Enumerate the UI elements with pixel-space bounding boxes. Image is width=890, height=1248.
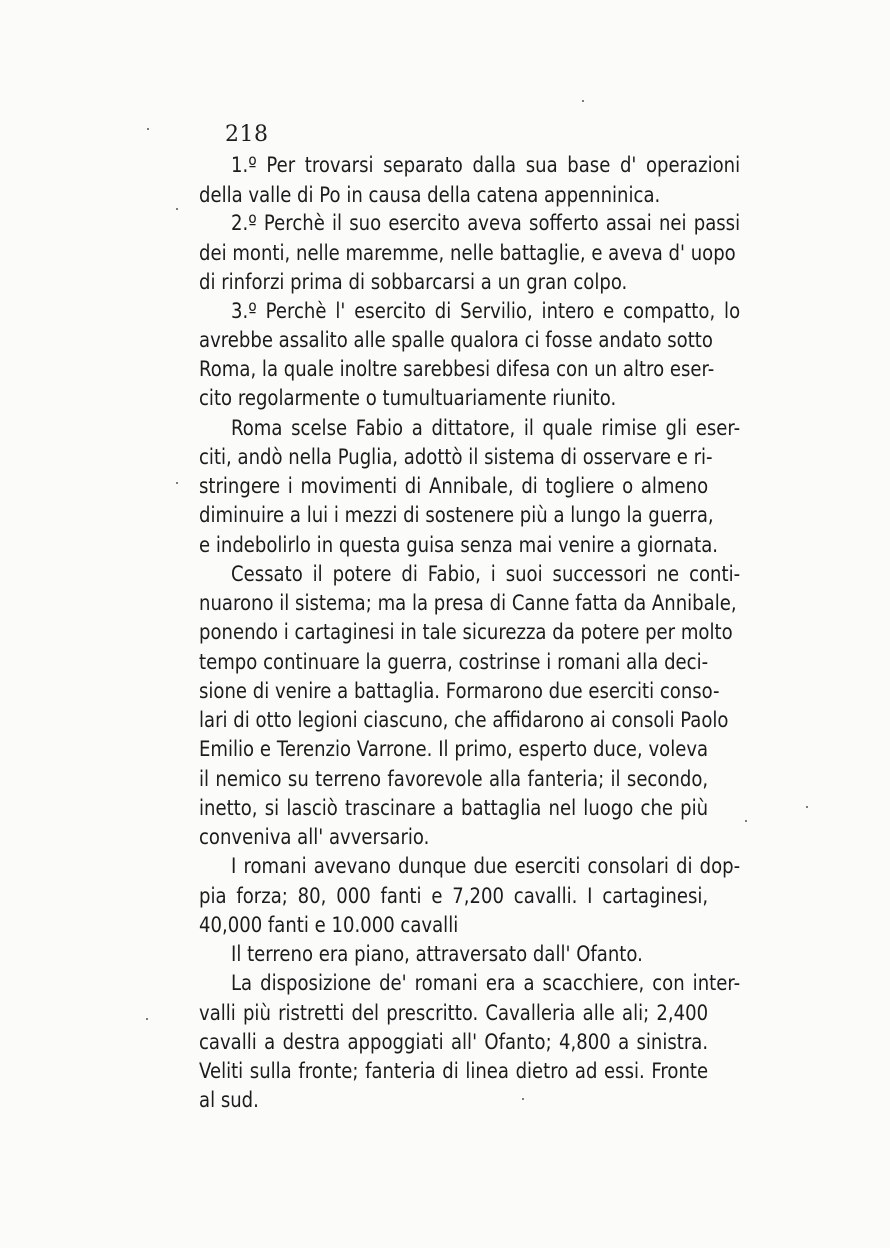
text-line: stringere i movimenti di Annibale, di togliere o almeno [199,474,709,498]
text-line: valli più ristretti del prescritto. Cavalleria alle ali; 2,400 [199,1001,709,1025]
text-line: La disposizione de' romani era a scacchiere, con inter- [231,971,741,995]
scan-speck [522,1098,524,1100]
scan-speck [745,820,747,822]
text-line: 40,000 fanti e 10.000 cavalli [199,913,459,937]
text-line: Veliti sulla fronte; fanteria di linea dietro ad essi. Fronte [199,1059,709,1083]
scan-speck [582,100,584,102]
text-line: cavalli a destra appoggiati all' Ofanto; 4,800 a sinistra. [199,1030,709,1054]
text-line: e indebolirlo in questa guisa senza mai venire a giornata. [199,533,719,557]
text-line: al sud. [199,1088,259,1112]
text-line: Emilio e Terenzio Varrone. Il primo, esperto duce, voleva [199,737,709,761]
text-line: della valle di Po in causa della catena appenninica. [199,183,661,207]
scan-speck [146,1018,148,1020]
scan-speck [176,208,178,210]
text-line: Il terreno era piano, attraversato dall' Ofanto. [231,942,643,966]
text-line: sione di venire a battaglia. Formarono due eserciti conso- [199,679,720,703]
text-line: avrebbe assalito alle spalle qualora ci fosse andato sotto [199,328,713,352]
text-line: tempo continuare la guerra, costrinse i romani alla deci- [199,650,709,674]
text-line: lari di otto legioni ciascuno, che affidarono ai consoli Paolo [199,708,729,732]
page-number: 218 [225,122,269,147]
text-line: inetto, si lasciò trascinare a battaglia nel luogo che più [199,796,709,820]
scan-speck [806,806,808,808]
text-line: Roma scelse Fabio a dittatore, il quale rimise gli eser- [231,416,741,440]
text-line: 3.º Perchè l' esercito di Servilio, intero e compatto, lo [231,299,741,323]
text-line: dei monti, nelle maremme, nelle battaglie, e aveva d' uopo [199,241,736,265]
text-line: il nemico su terreno favorevole alla fanteria; il secondo, [199,767,709,791]
text-line: ponendo i cartaginesi in tale sicurezza da potere per molto [199,620,733,644]
text-line: cito regolarmente o tumultuariamente riunito. [199,386,617,410]
text-line: conveniva all' avversario. [199,825,430,849]
text-line: di rinforzi prima di sobbarcarsi a un gran colpo. [199,270,628,294]
text-line: nuarono il sistema; ma la presa di Canne fatta da Annibale, [199,591,737,615]
text-line: diminuire a lui i mezzi di sostenere più a lungo la guerra, [199,503,714,527]
text-line: 1.º Per trovarsi separato dalla sua base d' operazioni [231,153,741,177]
text-line: 2.º Perchè il suo esercito aveva sofferto assai nei passi [231,211,741,235]
text-line: citi, andò nella Puglia, adottò il sistema di osservare e ri- [199,445,713,469]
text-line: I romani avevano dunque due eserciti consolari di dop- [231,854,741,878]
text-line: Roma, la quale inoltre sarebbesi difesa con un altro eser- [199,357,715,381]
scan-speck [176,482,178,484]
scan-speck [147,128,149,130]
text-line: pia forza; 80, 000 fanti e 7,200 cavalli. I cartaginesi, [199,884,709,908]
text-line: Cessato il potere di Fabio, i suoi successori ne conti- [231,562,741,586]
